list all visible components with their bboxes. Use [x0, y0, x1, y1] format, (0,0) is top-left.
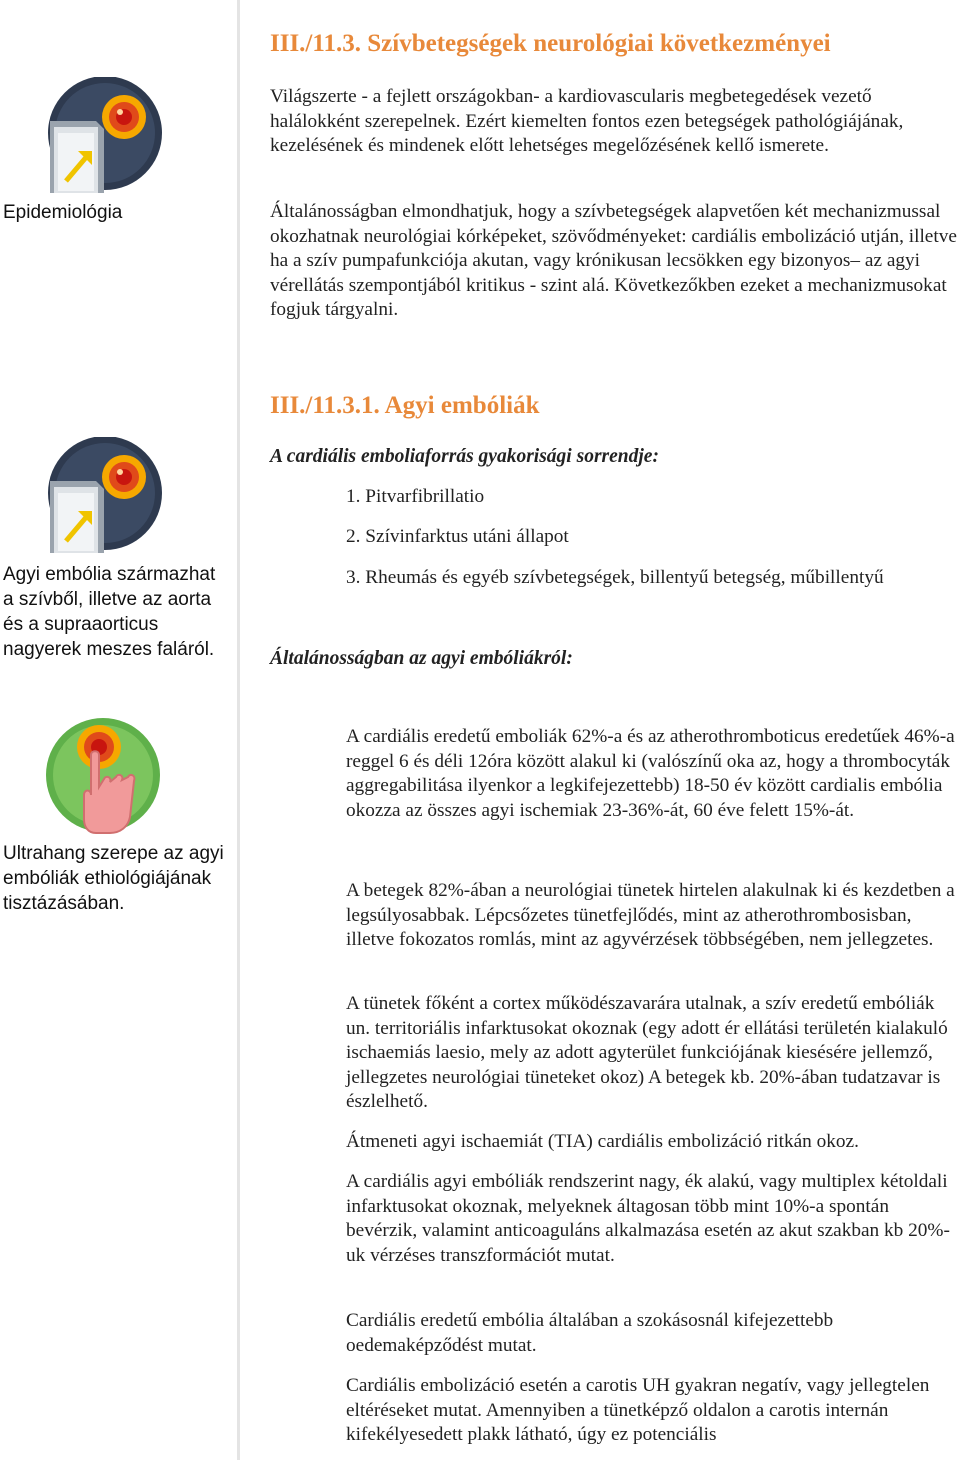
body-paragraph: A tünetek főként a cortex működészavarára utalnak, a szív eredetű embóliák un. territoriális infarktusokat okoznak (egy adott ér ellátási területén kialakuló ischaemiás laesio, mely az adott agyterület funkciójának kiesésére jellemző, jellegzetes neurológiai tüneteket okoz) A betegek kb. 20%-ában tudatzavar is észlelhető.: [346, 993, 948, 1113]
sidebar-epidemiology-label: Epidemiológia: [3, 202, 123, 223]
source-list-item: 1. Pitvarfibrillatio: [346, 486, 485, 507]
column-divider: [237, 0, 240, 1460]
section-title: III./11.3. Szívbetegségek neurológiai következményei: [270, 30, 831, 57]
body-paragraph: Cardiális eredetű embólia általában a szokásosnál kifejezettebb oedemaképződést mutat.: [346, 1310, 834, 1356]
body-paragraph: Átmeneti agyi ischaemiát (TIA) cardiális embolizáció ritkán okoz.: [346, 1131, 859, 1152]
source-list-item: 3. Rheumás és egyéb szívbetegségek, billentyű betegség, műbillentyű: [346, 567, 884, 588]
sidebar-ultrasound-note: Ultrahang szerepe az agyi embóliák ethiológiájának tisztázásában.: [3, 843, 224, 914]
body-paragraph: Cardiális embolizáció esetén a carotis UH gyakran negatív, vagy jellegtelen eltéréseket mutat. Amennyiben a tünetképző oldalon a carotis internán kifekélyesedett plakk látható, úgy ez potenciális: [346, 1375, 930, 1446]
info-panel-icon: [44, 77, 162, 195]
body-paragraph: A cardiális agyi embóliák rendszerint nagy, ék alakú, vagy multiplex kétoldali infarktusokat okoznak, melyeknek áltagosan több mint 10%-a spontán bevérzik, valamint anticoaguláns alkalmazása esetén az akut szakban kb 20%-uk vérzéses transzformációt mutat.: [346, 1171, 950, 1266]
source-list-item: 2. Szívinfarktus utáni állapot: [346, 526, 569, 547]
finger-button-icon: [44, 717, 162, 835]
intro-paragraph: Világszerte - a fejlett országokban- a kardiovascularis megbetegedések vezető halálokként szerepelnek. Ezért kiemelten fontos ezen betegségek pathológiájának, kezelésének és mindenek előtt lehetséges megelőzésének kellő ismerete.: [270, 86, 904, 157]
sources-heading: A cardiális emboliaforrás gyakorisági sorrendje:: [270, 446, 659, 467]
body-paragraph: A betegek 82%-ában a neurológiai tünetek hirtelen alakulnak ki és kezdetben a legsúlyosabbak. Lépcsőzetes tünetfejlődés, mint az atherothrombosisban, illetve fokozatos romlás, mint az agyvérzések többségében, nem jellegzetes.: [346, 880, 955, 951]
body-paragraph: A cardiális eredetű emboliák 62%-a és az atherothromboticus eredetűek 46%-a reggel 6 és déli 12óra között alakul ki (valószínű oka az, hogy a thrombocyták aggregabilitása ilyenkor a legkifejezettebb) 18-50 év között cardialis embólia okozza az összes agyi ischemiak 23-36%-át, 60 éve felett 15%-át.: [346, 726, 955, 821]
intro-paragraph: Általánosságban elmondhatjuk, hogy a szívbetegségek alapvetően két mechanizmussal okozhatnak neurológiai kórképeket, szövődményeket: cardiális embolizáció utján, illetve ha a szív pumpafunkciója akutan, vagy krónikusan lecsökken egy bizonyos– az agyi vérellátás szempontjából kritikus - szint alá. Következőkben ezeket a mechanizmusokat fogjuk tárgyalni.: [270, 201, 957, 321]
general-heading: Általánosságban az agyi embóliákról:: [270, 648, 573, 669]
subsection-title: III./11.3.1. Agyi embóliák: [270, 392, 540, 419]
info-panel-icon: [44, 437, 162, 555]
sidebar-embolism-note: Agyi embólia származhat a szívből, illetve az aorta és a supraaorticus nagyerek meszes faláról.: [3, 564, 216, 660]
